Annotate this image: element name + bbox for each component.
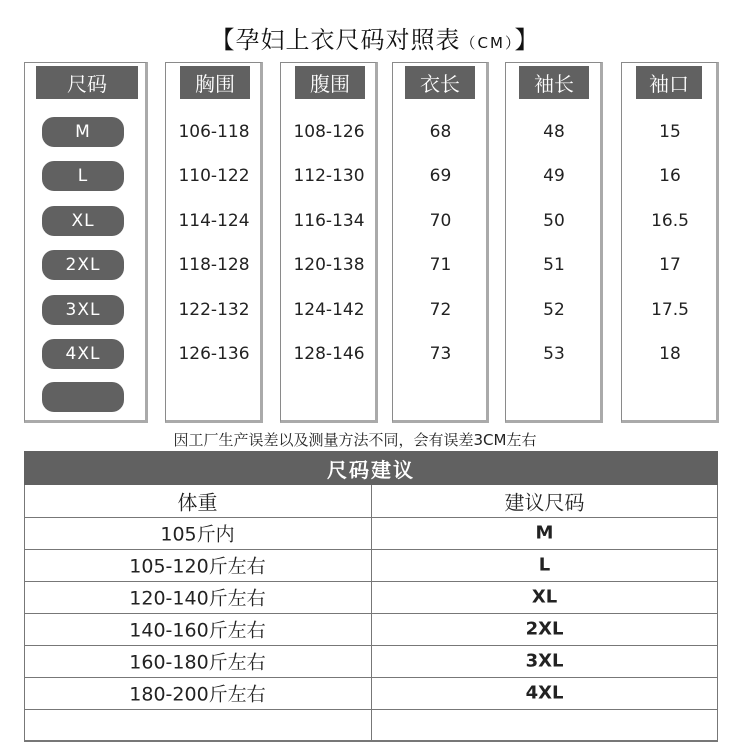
length-value: 68 — [429, 122, 452, 142]
cuff-value: 16.5 — [651, 211, 689, 231]
belly-column — [280, 62, 378, 423]
length-header: 衣长 — [405, 66, 475, 99]
size-label: 2XL — [42, 250, 124, 280]
sleeve-value: 49 — [543, 166, 565, 186]
cuff-value: 17 — [659, 255, 681, 275]
belly-value: 112-130 — [293, 166, 365, 186]
chest-column — [165, 62, 263, 423]
cuff-value: 17.5 — [651, 300, 689, 320]
suggested-size-header: 建议尺码 — [504, 490, 585, 515]
suggested-size-cell: L — [538, 554, 551, 576]
length-value: 72 — [429, 300, 452, 320]
cuff-value: 15 — [659, 122, 681, 142]
row-divider — [24, 549, 718, 550]
cuff-value: 18 — [659, 344, 681, 364]
suggested-size-cell: 2XL — [525, 618, 564, 640]
suggested-size-cell: 3XL — [525, 650, 564, 672]
sleeve-value: 53 — [543, 344, 565, 364]
size-header: 尺码 — [36, 66, 138, 99]
sleeve-column — [505, 62, 603, 423]
belly-value: 116-134 — [293, 211, 365, 231]
chest-header: 胸围 — [180, 66, 250, 99]
chest-value: 106-118 — [178, 122, 250, 142]
belly-value: 120-138 — [293, 255, 365, 275]
row-divider — [24, 645, 718, 646]
measurement-note: 因工厂生产误差以及测量方法不同，会有误差3CM左右 — [173, 431, 537, 449]
belly-value: 128-146 — [293, 344, 365, 364]
length-value: 73 — [429, 344, 452, 364]
chest-value: 118-128 — [178, 255, 250, 275]
weight-cell: 140-160斤左右 — [129, 619, 266, 642]
chest-value: 114-124 — [178, 211, 250, 231]
size-label — [42, 382, 124, 412]
chest-value: 110-122 — [178, 166, 250, 186]
sleeve-value: 50 — [543, 211, 565, 231]
row-divider — [24, 677, 718, 678]
suggested-size-cell: XL — [531, 586, 558, 608]
sleeve-value: 51 — [543, 255, 565, 275]
page-title: 【孕妇上衣尺码对照表（CM）】 — [210, 26, 540, 54]
recommend-title: 尺码建议 — [24, 451, 718, 485]
row-divider — [24, 613, 718, 614]
weight-cell: 120-140斤左右 — [129, 587, 266, 610]
sleeve-value: 52 — [543, 300, 565, 320]
weight-cell: 105-120斤左右 — [129, 555, 266, 578]
row-divider — [24, 517, 718, 518]
chest-value: 122-132 — [178, 300, 250, 320]
row-divider — [24, 709, 718, 710]
cuff-value: 16 — [659, 166, 681, 186]
row-divider — [24, 581, 718, 582]
belly-value: 108-126 — [293, 122, 365, 142]
sleeve-value: 48 — [543, 122, 565, 142]
cuff-header: 袖口 — [636, 66, 702, 99]
weight-cell: 160-180斤左右 — [129, 651, 266, 674]
size-label: M — [42, 117, 124, 147]
suggested-size-cell: 4XL — [525, 682, 564, 704]
size-label: 3XL — [42, 295, 124, 325]
chest-value: 126-136 — [178, 344, 250, 364]
size-label: L — [42, 161, 124, 191]
belly-header: 腹围 — [295, 66, 365, 99]
length-value: 69 — [429, 166, 452, 186]
suggested-size-cell: M — [535, 522, 554, 544]
belly-value: 124-142 — [293, 300, 365, 320]
cuff-column — [621, 62, 719, 423]
weight-header: 体重 — [177, 490, 218, 515]
sleeve-header: 袖长 — [519, 66, 589, 99]
weight-cell: 180-200斤左右 — [129, 683, 266, 706]
length-column — [392, 62, 489, 423]
length-value: 71 — [429, 255, 452, 275]
size-label: 4XL — [42, 339, 124, 369]
size-label: XL — [42, 206, 124, 236]
length-value: 70 — [429, 211, 452, 231]
weight-cell: 105斤内 — [160, 523, 235, 546]
